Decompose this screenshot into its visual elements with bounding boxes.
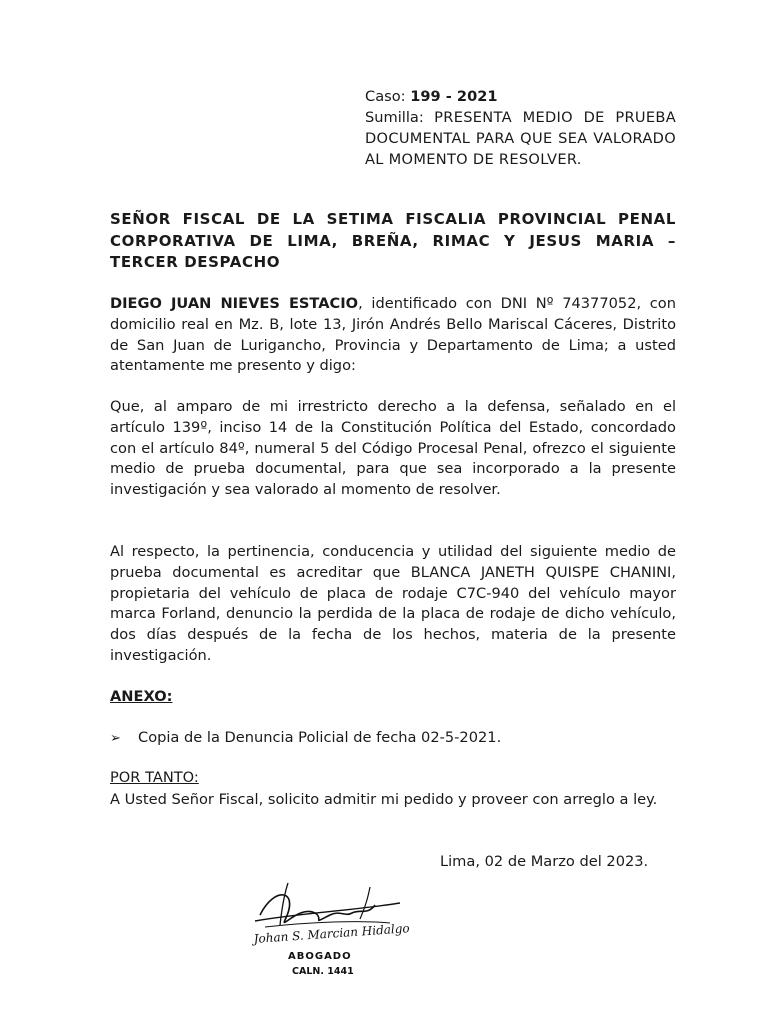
- case-header: [365, 86, 676, 170]
- petitioner-name: DIEGO JUAN NIEVES ESTACIO: [110, 295, 359, 312]
- signature-name: Johan S. Marcian Hidalgo: [253, 921, 411, 946]
- sumilla-text: PRESENTA MEDIO DE PRUEBA DOCUMENTAL PARA QUE SEA VALORADO AL MOMENTO DE RESOLVER.: [365, 109, 676, 168]
- addressee-heading: SEÑOR FISCAL DE LA SETIMA FISCALIA PROVINCIAL PENAL CORPORATIVA DE LIMA, BREÑA, RIMAC Y JESUS MARIA – TERCER DESPACHO: [110, 210, 676, 271]
- evidence-paragraph: Al respecto, la pertinencia, conducencia y utilidad del siguiente medio de prueba documental es acreditar que BLANCA JANETH QUISPE CHANINI, propietaria del vehículo de placa de rodaje C7C-940 del vehículo mayor marca Forland, denuncio la perdida de la placa de rodaje de dicho vehículo, dos días después de la fecha de los hechos, materia de la presente investigación.: [110, 543, 676, 664]
- arrow-bullet-icon: ➢: [110, 731, 121, 746]
- case-label: Caso:: [365, 88, 406, 105]
- por-tanto-text: A Usted Señor Fiscal, solicito admitir mi pedido y proveer con arreglo a ley.: [110, 791, 658, 808]
- case-number-line: [365, 86, 676, 107]
- lawyer-signature-stamp: [240, 875, 415, 980]
- legal-basis-paragraph: Que, al amparo de mi irrestricto derecho a la defensa, señalado en el artículo 139º, inciso 14 de la Constitución Política del Estado, concordado con el artículo 84º, numeral 5 del Código Procesal Penal, ofrezco el siguiente medio de prueba documental, para que sea incorporado a la presente investigación y sea valorado al momento de resolver.: [110, 398, 676, 499]
- sumilla: [365, 107, 676, 170]
- signature-registry: CALN. 1441: [292, 966, 354, 977]
- anexo-list-item: [110, 728, 676, 750]
- anexo-title: ANEXO:: [110, 688, 173, 705]
- anexo-item-text: Copia de la Denuncia Policial de fecha 02-5-2021.: [138, 729, 502, 746]
- por-tanto-title: POR TANTO:: [110, 769, 199, 786]
- signature-title: ABOGADO: [288, 951, 352, 962]
- case-number: 199 - 2021: [410, 88, 498, 105]
- intro-text: , identificado con DNI Nº 74377052, con domicilio real en Mz. B, lote 13, Jirón Andrés Bello Mariscal Cáceres, Distrito de San Juan de Lurigancho, Provincia y Departamento de Lima; a usted atentamente me presento y digo:: [110, 295, 676, 375]
- intro-paragraph: [110, 294, 676, 377]
- document-date: Lima, 02 de Marzo del 2023.: [440, 853, 649, 870]
- signature-image: [240, 875, 415, 980]
- sumilla-label: Sumilla:: [365, 109, 424, 126]
